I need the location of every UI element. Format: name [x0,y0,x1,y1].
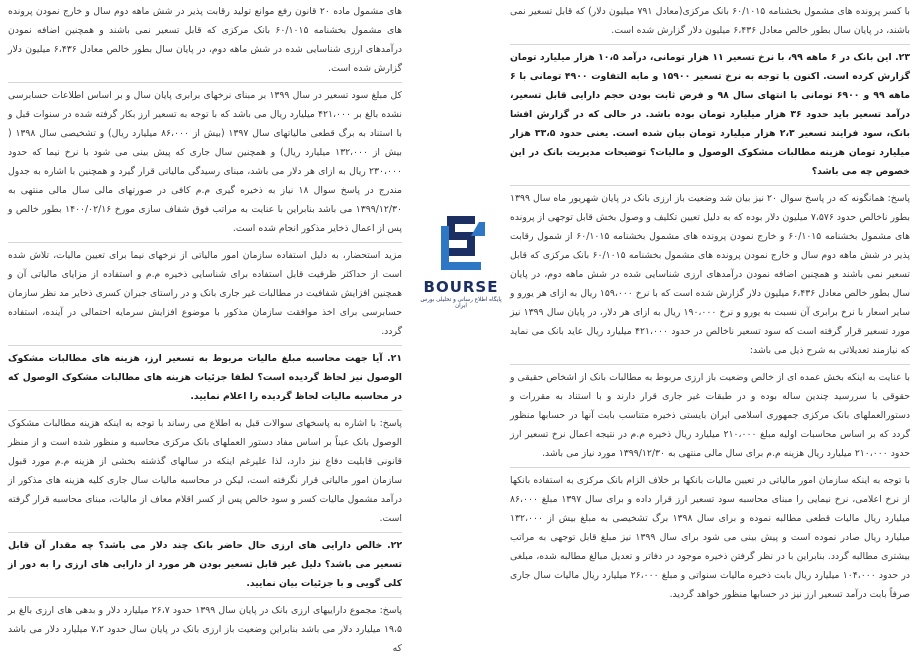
divider [510,364,910,365]
divider [510,44,910,45]
divider [510,185,910,186]
left-text-column [8,0,402,654]
divider [8,345,402,346]
paragraph: کل مبلغ سود تسعیر در سال ۱۳۹۹ بر مبنای نرخهای برابری پایان سال و بر اساس اطلاعات حسابرسی نشده بالغ بر ۴۲۱،۰۰۰ میلیارد ریال می باشد که با توجه به تسعیر ارز بکار گرفته شده در سنوات قبل و با استناد به برگ قطعی مالیاتهای سال ۱۳۹۷ (بیش از ۸۶،۰۰۰ میلیارد ریال) و تشخیصی سال ۱۳۹۸ ( بیش از ۱۳۲،۰۰۰ میلیارد ریال) و همچنین سال جاری که پیش بینی می شود با نرخ نیما که حدود ۲۳۰،۰۰۰ ریال به ازای هر دلار می باشد، مبنای رسیدگی مالیاتی قرار گیرد و همچنین با اشاره به جدول مندرج در پاسخ سوال ۱۸ نیاز به ذخیره گیری م.م کافی در صورتهای مالی سال مالی منتهی به ۱۳۹۹/۱۲/۳۰ می باشد بنابراین با عنایت به مراتب فوق شفاف سازی مورخ ۱۴۰۰/۰۲/۱۶ بطور خالص و پس از اعمال ذخایر مذکور انجام شده است. [8,90,402,234]
divider [510,467,910,468]
divider [8,410,402,411]
question-22: ۲۲. خالص دارایی های ارزی حال حاضر بانک چند دلار می باشد؟ چه مقدار آن قابل تسعیر می باشد؟ دلیل غیر قابل تسعیر بودن هر مورد از دارایی های ارزی را به دور از کلی گویی و با جزئیات بیان نمایید. [8,540,402,589]
paragraph: با کسر پرونده های مشمول بخشنامه ۶۰/۱۰۱۵ بانک مرکزی(معادل ۷۹۱ میلیون دلار) که قابل تسعیر نمی باشند، در پایان سال بطور خالص معادل ۶،۴۳۶ میلیون دلار گزارش شده است. [510,6,910,36]
question-23: ۲۳. این بانک در ۶ ماهه ۹۹، با نرخ تسعیر ۱۱ هزار تومانی، درآمد ۱۰،۵ هزار میلیارد تومان گزارش کرده است. اکنون با توجه به نرخ تسعیر ۱۵۹۰۰ و مابه التفاوت ۴۹۰۰ تومانی با ۶ ماهه ۹۹ و ۶۹۰۰ تومانی با انتهای سال ۹۸ و فرض ثابت بودن حجم دارایی قابل تسعیر، درآمد تسعیر باید حدود ۳۶ هزار میلیارد تومان بوده باشد. در حالی که در گزارش افشا بانک، سود فرایند تسعیر ۲،۳ هزار میلیارد تومان بیان شده است. یعنی حدود ۳۳،۵ هزار میلیارد تومان هزینه مطالبات مشکوک الوصول و مالیات؟ توضیحات مدیریت بانک در این خصوص چه می باشد؟ [510,52,910,177]
right-text-column [510,0,911,600]
divider [8,242,402,243]
paragraph: با توجه به اینکه سازمان امور مالیاتی در تعیین مالیات بانکها بر خلاف الزام بانک مرکزی به استفاده بانکها از نرخ اعلامی، نرخ نیمایی را مبنای محاسبه سود تسعیر ارز قرار داده و برای سال ۱۳۹۷ مبلغ ۸۶،۰۰۰ میلیارد ریال مالیات قطعی مطالبه نموده و برای سال ۱۳۹۸ برگ تشخیصی به مبلغ بیش از ۱۳۲،۰۰۰ میلیارد ریال صادر نموده است و پیش بینی می شود برای سال ۱۳۹۹ نیز مبلغ قابل توجهی به مراتب بیشتری مطالبه گردد. بنابراین با در نظر گرفتن ذخیره موجود در دفاتر و تعدیل مبالغ مطالبه شده، مبلغی در حدود ۱۰۴،۰۰۰ میلیارد ریال بابت ذخیره مالیات سنواتی و مبلغ ۲۶،۰۰۰ میلیارد ریال مالیات سال جاری صرفاً بابت درآمد تسعیر ارز نیز در حسابها منظور خواهد گردید. [510,475,911,600]
divider [8,532,402,533]
logo-subtitle: پایگاه اطلاع رسانی و تحلیلی بورس ایران [420,297,502,309]
paragraph: با عنایت به اینکه بخش عمده ای از خالص وضعیت باز ارزی مربوط به مطالبات بانک از اشخاص حقیقی و حقوقی با سررسید چندین ساله بوده و در طبقات غیر جاری قرار دارند و با استناد به مقررات و دستورالعملهای بانک مرکزی جمهوری اسلامی ایران بایستی ذخیره متناسب بابت آنها در حسابها منظور گردد که بر اساس محاسبات اولیه مبلغ ۲۱۰،۰۰۰ میلیارد ریال ذخیره م.م در نتیجه اعمال نرخ تسعیر ارز حدود ۲۱۰،۰۰۰ میلیارد ریال هزینه م.م برای سال مالی منتهی به ۱۳۹۹/۱۲/۳۰ مورد نیاز می باشد. [510,372,910,459]
logo-mark-icon [431,212,491,274]
paragraph: مزید استحضار، به دلیل استفاده سازمان امور مالیاتی از نرخهای نیما برای تعیین مالیات، تلاش شده است از حداکثر ظرفیت قابل استفاده برای شناسایی ذخیره م.م و استفاده از مزایای مالیاتی آن و همچنین افزایش شفافیت در مطالبات غیر جاری بانک و در راستای جبران کسری ذخایر مد نظر سازمان حسابرسی برای اخذ موافقت سازمان مذکور با موضوع افزایش سرمایه احتمالی در آینده، استفاده گردد. [8,250,402,337]
bourse24-logo [418,212,504,309]
answer-paragraph: پاسخ: مجموع داراییهای ارزی بانک در پایان سال ۱۳۹۹ حدود ۲۶،۷ میلیارد دلار و بدهی های ارزی بالغ بر ۱۹،۵ میلیارد دلار می باشد بنابراین وضعیت باز ارزی بانک در پایان سال حدود ۷،۲ میلیارد دلار می باشد که [8,605,402,654]
question-21: ۲۱. آیا جهت محاسبه مبلغ مالیات مربوط به تسعیر ارز، هزینه های مطالبات مشکوک الوصول نیز لحاظ گردیده است؟ لطفا جزئیات هزینه های مطالبات مشکوک الوصول که در محاسبه مالیات لحاظ گردیده را اعلام نمایید. [8,353,402,402]
divider [8,597,402,598]
answer-paragraph: پاسخ: همانگونه که در پاسخ سوال ۲۰ نیز بیان شد وضعیت باز ارزی بانک در پایان شهریور ماه سال ۱۳۹۹ بطور ناخالص حدود ۷،۵۷۶ میلیون دلار بوده که به دلیل تعیین تکلیف و وصول بخش قابل توجهی از پرونده های مشمول بخشنامه ۶۰/۱۰۱۵ و خارج نمودن پرونده های مشمول بخشنامه ۶۰/۱۰۱۵ از شمول رقابت پذیر در شش ماهه دوم سال و خارج نمودن پرونده های مشمول بخشنامه ۶۰/۱۰۱۵ بانک مرکزی که قابل تسعیر نمی باشند و همچنین اضافه نمودن درآمدهای ارزی شناسایی شده در شش ماهه دوم، در پایان سال بطور خالص معادل ۶،۴۳۶ میلیون دلار گزارش شده است که با نرخ ۱۵۹،۰۰۰ ریال به ازای هر یورو و سایر اسعار با نرخ برابری آن نسبت به یورو و نرخ ۱۹۰،۰۰۰ ریال به ازای هر دلار، در پایان سال ۱۳۹۹ نیز مورد تسعیر قرار گرفته است که سود تسعیر ناخالص در حدود ۴۲۱،۰۰۰ میلیارد ریال عاید بانک می نماید که نیازمند تعدیلاتی به شرح ذیل می باشد: [510,193,910,356]
logo-wordmark: BOURSE [423,278,499,296]
divider [8,82,402,83]
answer-paragraph: پاسخ: با اشاره به پاسخهای سوالات قبل به اطلاع می رساند با توجه به اینکه هزینه مطالبات مشکوک الوصول بانک عیناً بر اساس مفاد دستور العملهای بانک مرکزی محاسبه و منظور شده است و از منظر قانونی قابلیت دفاع نیز دارد، لذا علیرغم اینکه در سالهای گذشته بخشی از هزینه م.م مورد قبول سازمان امور مالیاتی قرار نگرفته است، لیکن در محاسبه مالیات سال جاری کلیه هزینه های مذکور از درآمد مشمول مالیات کسر و سود خالص پس از کسر اقلام معاف از مالیات، مبنای محاسبه قرار گرفته است. [8,418,402,524]
paragraph: های مشمول ماده ۲۰ قانون رفع موانع تولید رقابت پذیر در شش ماهه دوم سال و خارج نمودن پرونده های مشمول بخشنامه ۶۰/۱۰۱۵ بانک مرکزی که قابل تسعیر نمی باشند و همچنین اضافه نمودن درآمدهای ارزی شناسایی شده در شش ماهه دوم، در پایان سال بطور خالص معادل ۶،۴۳۶ میلیون دلار گزارش شده است. [8,6,402,74]
